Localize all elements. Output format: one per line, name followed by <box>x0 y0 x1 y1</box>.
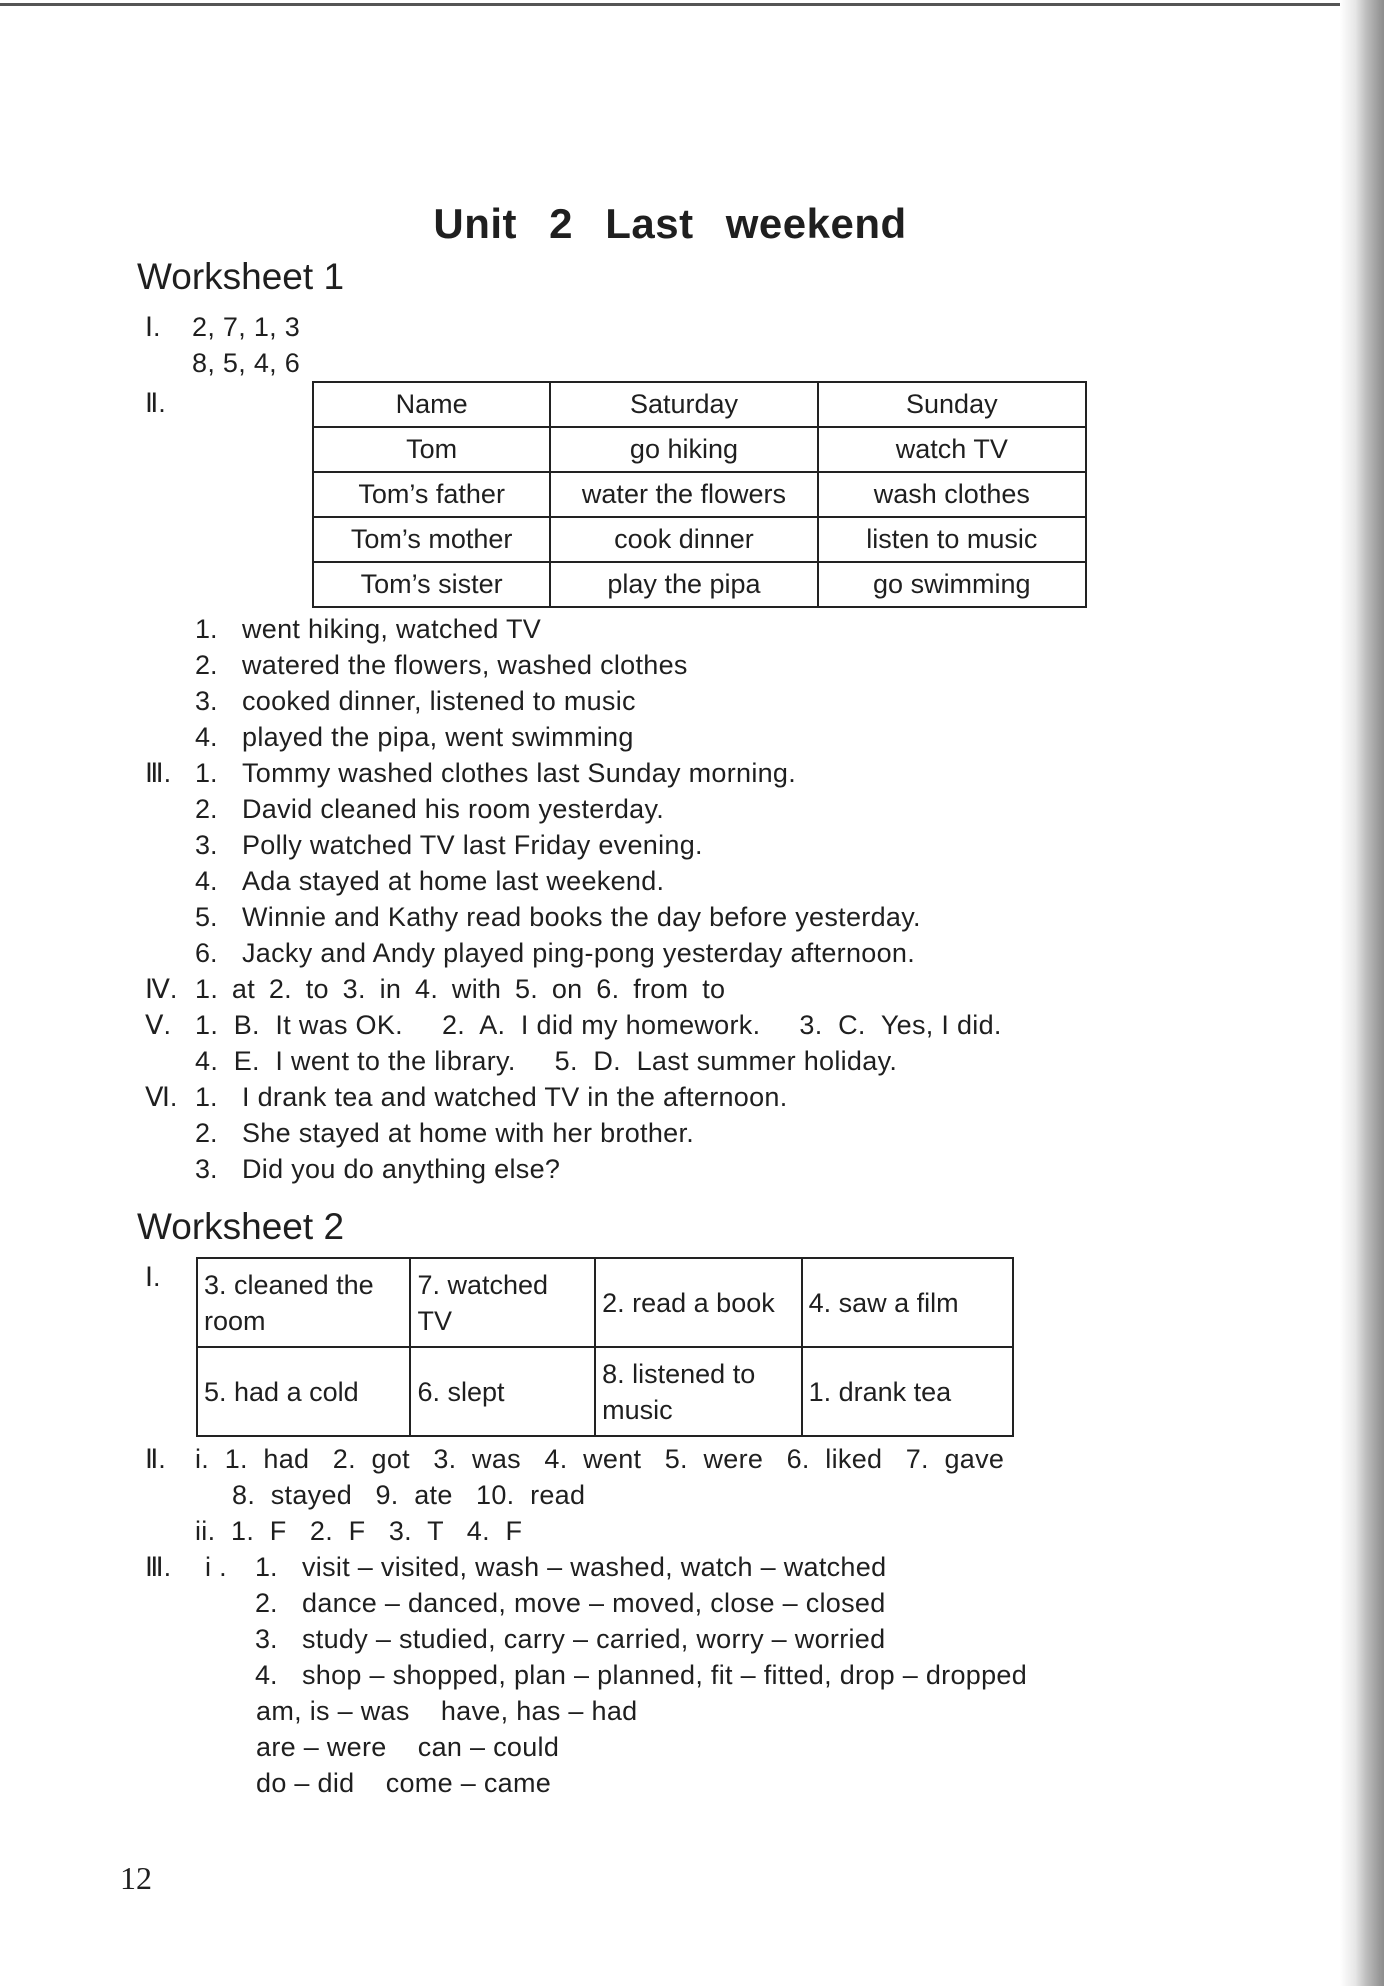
answer-number: 4. <box>255 1660 278 1690</box>
answer-number: 3. <box>195 830 218 860</box>
table-row <box>313 427 1086 472</box>
table-cell: play the pipa <box>550 562 817 607</box>
header-cell: Saturday <box>550 382 817 427</box>
answer-text: watered the flowers, washed clothes <box>242 650 688 680</box>
table-cell: listen to music <box>818 517 1086 562</box>
answer-text: David cleaned his room yesterday. <box>242 794 665 824</box>
ws1-q2-number: Ⅱ. <box>145 388 166 418</box>
answer-number: 5. <box>195 902 218 932</box>
weekend-schedule-table <box>312 381 1087 608</box>
answer-number: 2. <box>195 650 218 680</box>
answer-text: She stayed at home with her brother. <box>242 1118 695 1148</box>
answer-text: visit – visited, wash – washed, watch – watched <box>302 1552 887 1582</box>
table-cell: go hiking <box>550 427 817 472</box>
answer-text: went hiking, watched TV <box>242 614 542 644</box>
header-cell: Name <box>313 382 550 427</box>
answer-number: 2. <box>195 1118 218 1148</box>
answer-text: Tommy washed clothes last Sunday morning. <box>242 758 797 788</box>
table-cell: cook dinner <box>550 517 817 562</box>
table-cell: 2. read a book <box>595 1258 802 1347</box>
ws2-q3-sub: i . <box>205 1552 227 1582</box>
ws1-q4-number: Ⅳ. <box>145 974 178 1004</box>
ws1-q5-line1: 1. B. It was OK. 2. A. I did my homework. 3. C. Yes, I did. <box>195 1010 1002 1040</box>
table-cell: Tom’s father <box>313 472 550 517</box>
table-cell: Tom <box>313 427 550 472</box>
answer-text: I drank tea and watched TV in the afternoon. <box>242 1082 788 1112</box>
activities-table <box>196 1257 1014 1437</box>
ws2-q2-line2: 8. stayed 9. ate 10. read <box>232 1480 586 1510</box>
header-cell: Sunday <box>818 382 1086 427</box>
answer-number: 1. <box>195 614 218 644</box>
ws1-q5-number: Ⅴ. <box>145 1010 171 1040</box>
ws1-q4-answers: 1. at 2. to 3. in 4. with 5. on 6. from to <box>195 974 726 1004</box>
irregular-verbs-line: are – were can – could <box>256 1732 560 1762</box>
table-cell: 5. had a cold <box>197 1347 410 1436</box>
ws2-q3-number: Ⅲ. <box>145 1552 172 1582</box>
answer-number: 4. <box>195 866 218 896</box>
ws1-q1-number: Ⅰ. <box>145 312 161 342</box>
answer-text: Jacky and Andy played ping-pong yesterday afternoon. <box>242 938 916 968</box>
answer-text: dance – danced, move – moved, close – closed <box>302 1588 886 1618</box>
answer-number: 1. <box>195 1082 218 1112</box>
table-cell: Tom’s mother <box>313 517 550 562</box>
ws1-q3-number: Ⅲ. <box>145 758 172 788</box>
table-cell: wash clothes <box>818 472 1086 517</box>
answer-number: 3. <box>255 1624 278 1654</box>
answer-text: shop – shopped, plan – planned, fit – fitted, drop – dropped <box>302 1660 1028 1690</box>
ws2-q2-number: Ⅱ. <box>145 1444 166 1474</box>
page-number: 12 <box>120 1860 152 1896</box>
answer-text: cooked dinner, listened to music <box>242 686 636 716</box>
worksheet-2-heading: Worksheet 2 <box>137 1206 345 1247</box>
ws1-q1-line2: 8, 5, 4, 6 <box>192 348 301 378</box>
table-cell: 4. saw a film <box>802 1258 1013 1347</box>
table-header-row <box>313 382 1086 427</box>
page-edge-shadow <box>1340 0 1384 1986</box>
worksheet-1-heading: Worksheet 1 <box>137 256 345 297</box>
answer-number: 2. <box>255 1588 278 1618</box>
answer-number: 1. <box>255 1552 278 1582</box>
answer-text: Winnie and Kathy read books the day before yesterday. <box>242 902 921 932</box>
irregular-verbs-line: am, is – was have, has – had <box>256 1696 638 1726</box>
answer-number: 3. <box>195 1154 218 1184</box>
ws2-q2-line1: i. 1. had 2. got 3. was 4. went 5. were 6. liked 7. gave <box>195 1444 1005 1474</box>
ws2-q1-number: Ⅰ. <box>145 1262 161 1292</box>
table-row <box>313 517 1086 562</box>
table-cell: 8. listened to music <box>595 1347 802 1436</box>
answer-text: played the pipa, went swimming <box>242 722 634 752</box>
top-rule <box>0 3 1340 6</box>
answer-text: Did you do anything else? <box>242 1154 561 1184</box>
answer-number: 1. <box>195 758 218 788</box>
table-cell: 6. slept <box>410 1347 595 1436</box>
table-cell: go swimming <box>818 562 1086 607</box>
ws1-q6-number: Ⅵ. <box>145 1082 178 1112</box>
irregular-verbs-line: do – did come – came <box>256 1768 552 1798</box>
answer-number: 4. <box>195 722 218 752</box>
answer-text: Ada stayed at home last weekend. <box>242 866 665 896</box>
unit-title: Unit 2 Last weekend <box>433 200 907 247</box>
answer-text: study – studied, carry – carried, worry – worried <box>302 1624 886 1654</box>
table-cell: water the flowers <box>550 472 817 517</box>
answer-number: 3. <box>195 686 218 716</box>
ws1-q5-line2: 4. E. I went to the library. 5. D. Last summer holiday. <box>195 1046 898 1076</box>
table-cell: 3. cleaned the room <box>197 1258 410 1347</box>
ws2-q2-line3: ii. 1. F 2. F 3. T 4. F <box>195 1516 523 1546</box>
table-cell: 7. watched TV <box>410 1258 595 1347</box>
table-row <box>197 1347 1013 1436</box>
table-row <box>313 472 1086 517</box>
answer-text: Polly watched TV last Friday evening. <box>242 830 703 860</box>
answer-number: 6. <box>195 938 218 968</box>
table-cell: 1. drank tea <box>802 1347 1013 1436</box>
answer-number: 2. <box>195 794 218 824</box>
ws1-q1-line1: 2, 7, 1, 3 <box>192 312 301 342</box>
table-row <box>197 1258 1013 1347</box>
table-cell: Tom’s sister <box>313 562 550 607</box>
table-row <box>313 562 1086 607</box>
table-cell: watch TV <box>818 427 1086 472</box>
